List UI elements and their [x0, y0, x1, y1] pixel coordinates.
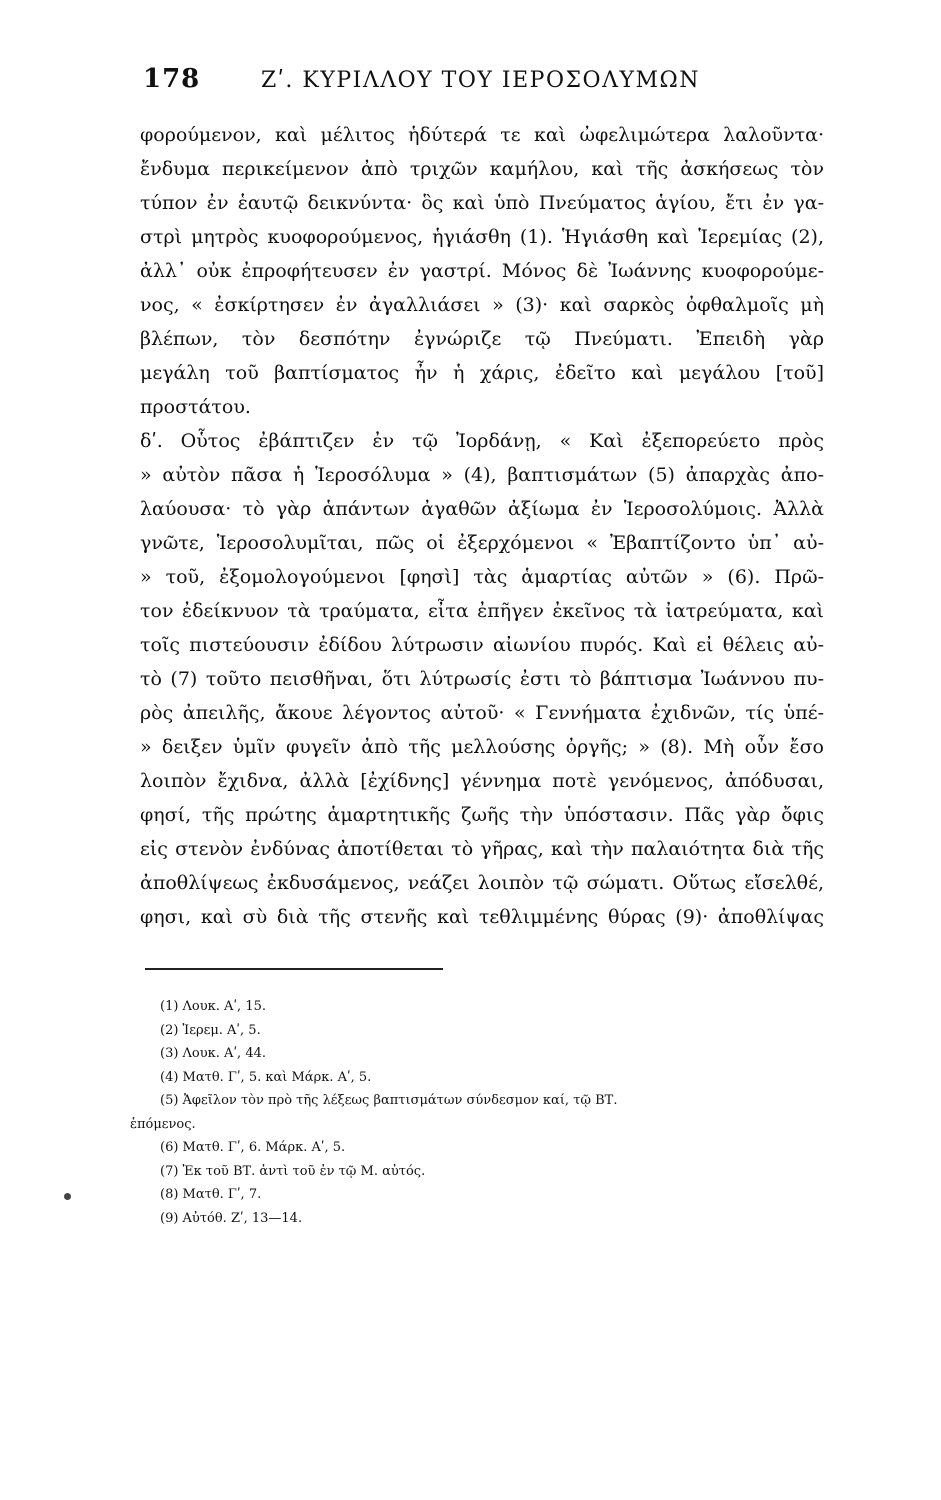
- page-header: [143, 64, 823, 104]
- text-line: ἀλλ᾽ οὐκ ἐπροφήτευσεν ἐν γαστρί. Μόνος δὲ Ἰωάννης κυοφορούμε-: [140, 260, 824, 282]
- body-text: [140, 118, 824, 934]
- running-head: Ζʹ. ΚΥΡΙΛΛΟΥ ΤΟΥ ΙΕΡΟΣΟΛΥΜΩΝ: [261, 68, 701, 93]
- footnote: (7) Ἐκ τοῦ ΒΤ. ἀντὶ τοῦ ἐν τῷ Μ. αὐτός.: [160, 1163, 426, 1179]
- text-line: λοιπὸν ἔχιδνα, ἀλλὰ [ἐχίδνης] γέννημα ποτὲ γενόμενος, ἀπόδυσαι,: [140, 770, 824, 792]
- text-line: μεγάλη τοῦ βαπτίσματος ἦν ἡ χάρις, ἐδεῖτο καὶ μεγάλου [τοῦ]: [140, 362, 824, 384]
- text-line: τὸ (7) τοῦτο πεισθῆναι, ὅτι λύτρωσίς ἐστι τὸ βάπτισμα Ἰωάννου πυ-: [140, 668, 824, 690]
- footnote-divider: [145, 968, 443, 970]
- text-line: τον ἐδείκνυον τὰ τραύματα, εἶτα ἐπῆγεν ἐκεῖνος τὰ ἰατρεύματα, καὶ: [140, 600, 824, 622]
- text-line: φησι, καὶ σὺ διὰ τῆς στενῆς καὶ τεθλιμμένης θύρας (9)· ἀποθλίψας: [140, 906, 824, 928]
- text-line: ἀποθλίψεως ἐκδυσάμενος, νεάζει λοιπὸν τῷ σώματι. Οὕτως εἴσελθέ,: [140, 872, 824, 894]
- text-line: γνῶτε, Ἱεροσολυμῖται, πῶς οἱ ἐξερχόμενοι « Ἐβαπτίζοντο ὑπ᾽ αὐ-: [140, 532, 824, 554]
- section-start-line: δʹ. Οὗτος ἐβάπτιζεν ἐν τῷ Ἰορδάνῃ, « Καὶ ἐξεπορεύετο πρὸς: [140, 430, 824, 452]
- text-line: » τοῦ, ἐξομολογούμενοι [φησὶ] τὰς ἁμαρτίας αὐτῶν » (6). Πρῶ-: [140, 566, 824, 588]
- text-line: νος, « ἐσκίρτησεν ἐν ἀγαλλιάσει » (3)· καὶ σαρκὸς ὀφθαλμοῖς μὴ: [140, 294, 824, 316]
- text-line: στρὶ μητρὸς κυοφορούμενος, ἡγιάσθη (1). Ἡγιάσθη καὶ Ἱερεμίας (2),: [140, 226, 824, 248]
- text-line: τύπον ἐν ἑαυτῷ δεικνύντα· ὃς καὶ ὑπὸ Πνεύματος ἁγίου, ἔτι ἐν γα-: [140, 192, 824, 214]
- footnote: (2) Ἱερεμ. Αʹ, 5.: [160, 1022, 261, 1038]
- footnote: (3) Λουκ. Αʹ, 44.: [160, 1046, 266, 1061]
- footnote: (1) Λουκ. Αʹ, 15.: [160, 999, 266, 1014]
- text-line: ἔνδυμα περικείμενον ἀπὸ τριχῶν καμήλου, καὶ τῆς ἀσκήσεως τὸν: [140, 158, 824, 180]
- text-line: » δειξεν ὑμῖν φυγεῖν ἀπὸ τῆς μελλούσης ὀργῆς; » (8). Μὴ οὖν ἔσο: [140, 736, 824, 758]
- text-line: τοῖς πιστεύουσιν ἐδίδου λύτρωσιν αἰωνίου πυρός. Καὶ εἰ θέλεις αὐ-: [140, 634, 824, 656]
- footnote: (8) Ματθ. Γʹ, 7.: [160, 1187, 262, 1202]
- footnote: (5) Ἀφεῖλον τὸν πρὸ τῆς λέξεως βαπτισμάτων σύνδεσμον καί, τῷ ΒΤ.: [160, 1093, 618, 1108]
- footnotes: [130, 995, 830, 1230]
- margin-dot: [64, 1193, 71, 1200]
- footnote: (4) Ματθ. Γʹ, 5. καὶ Μάρκ. Αʹ, 5.: [160, 1069, 372, 1085]
- text-line: » αὐτὸν πᾶσα ἡ Ἱεροσόλυμα » (4), βαπτισμάτων (5) ἀπαρχὰς ἀπο-: [140, 464, 824, 486]
- footnote: (9) Αὐτόθ. Ζʹ, 13—14.: [160, 1210, 303, 1226]
- footnote-continuation: ἑπόμενος.: [130, 1116, 196, 1132]
- text-line: βλέπων, τὸν δεσπότην ἐγνώριζε τῷ Πνεύματι. Ἐπειδὴ γὰρ: [140, 328, 824, 350]
- text-line: προστάτου.: [140, 396, 251, 418]
- footnote: (6) Ματθ. Γʹ, 6. Μάρκ. Αʹ, 5.: [160, 1140, 346, 1155]
- text-line: λαύουσα· τὸ γὰρ ἁπάντων ἀγαθῶν ἀξίωμα ἐν Ἱεροσολύμοις. Ἀλλὰ: [140, 498, 824, 520]
- text-line: φησί, τῆς πρώτης ἁμαρτητικῆς ζωῆς τὴν ὑπόστασιν. Πᾶς γὰρ ὄφις: [140, 804, 824, 826]
- text-line: φορούμενον, καὶ μέλιτος ἡδύτερά τε καὶ ὠφελιμώτερα λαλοῦντα·: [140, 124, 824, 146]
- text-line: ρὸς ἀπειλῆς, ἄκουε λέγοντος αὐτοῦ· « Γεννήματα ἐχιδνῶν, τίς ὑπέ-: [140, 702, 824, 724]
- text-line: εἰς στενὸν ἐνδύνας ἀποτίθεται τὸ γῆρας, καὶ τὴν παλαιότητα διὰ τῆς: [140, 838, 824, 860]
- page-number: 178: [143, 64, 201, 94]
